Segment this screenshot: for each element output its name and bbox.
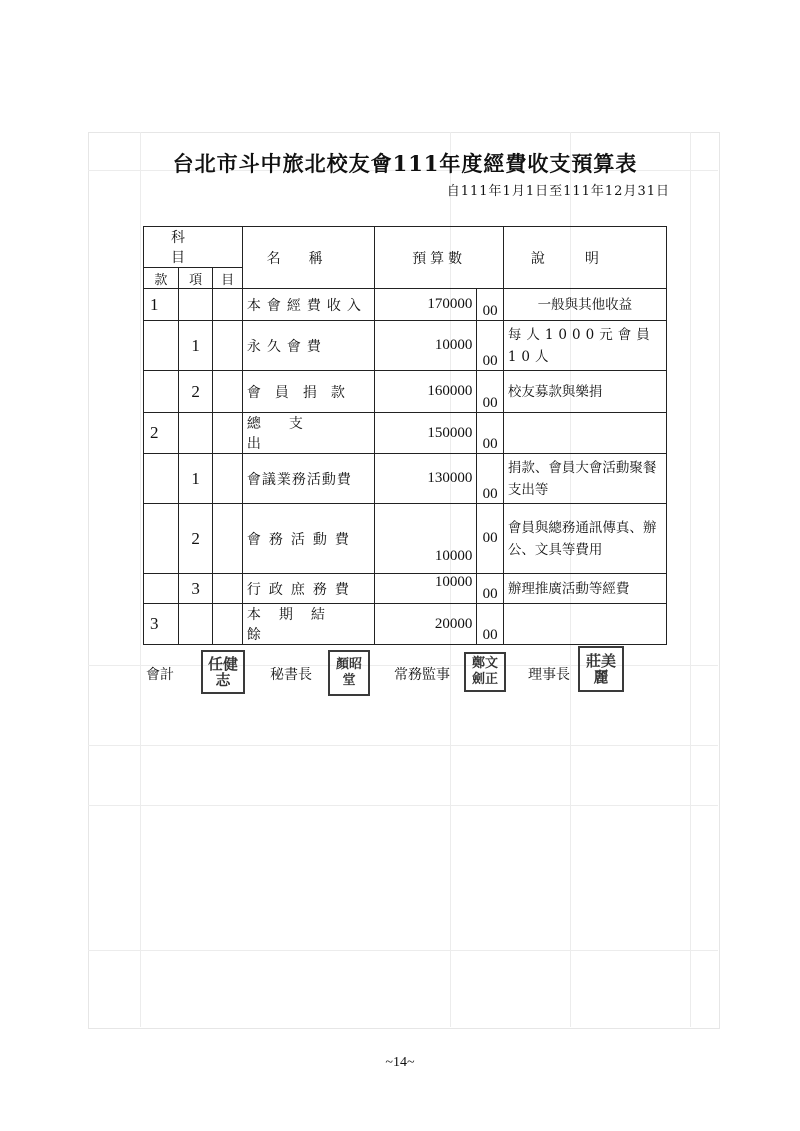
header-mu: 目: [213, 268, 242, 289]
cell-kuan: 2: [144, 413, 179, 454]
header-description: 說明: [503, 227, 666, 289]
table-row: [144, 371, 667, 413]
cell-name: 本期結餘: [242, 604, 375, 645]
cell-decimal: 00: [477, 289, 504, 321]
cell-mu: [213, 454, 242, 504]
signature-block: [146, 650, 666, 710]
cell-decimal: 00: [477, 454, 504, 504]
cell-decimal: 00: [477, 371, 504, 413]
header-subject: 科 目: [144, 227, 243, 268]
cell-xiang: 1: [178, 454, 213, 504]
bleed-through-line: [88, 950, 718, 951]
cell-decimal: 00: [477, 504, 504, 574]
secretary-seal: [328, 650, 370, 696]
cell-description: 會員與總務通訊傳真、辦公、文具等費用: [503, 504, 666, 574]
cell-kuan: 1: [144, 289, 179, 321]
cell-mu: [213, 413, 242, 454]
table-row: [144, 604, 667, 645]
cell-amount: 150000: [375, 413, 477, 454]
fiscal-period: 自111年1月1日至111年12月31日: [446, 184, 670, 199]
bleed-through-line: [140, 132, 141, 1027]
table-row: [144, 454, 667, 504]
header-name: 名稱: [242, 227, 375, 289]
cell-kuan: 3: [144, 604, 179, 645]
cell-kuan: [144, 574, 179, 604]
cell-kuan: [144, 454, 179, 504]
cell-name: 會員捐款: [242, 371, 375, 413]
cell-decimal: 00: [477, 413, 504, 454]
bleed-through-line: [690, 132, 691, 1027]
chairman-seal: [578, 646, 624, 692]
cell-amount: 10000: [375, 574, 477, 604]
cell-mu: [213, 604, 242, 645]
cell-decimal: 00: [477, 604, 504, 645]
cell-name: 會議業務活動費: [242, 454, 375, 504]
chairman-seal-text: 莊美麗: [585, 652, 616, 686]
cell-amount: 10000: [375, 504, 477, 574]
accountant-seal-text: 任健志: [207, 655, 238, 689]
page-number: ~14~: [385, 1055, 415, 1070]
cell-xiang: 2: [178, 371, 213, 413]
cell-xiang: 3: [178, 574, 213, 604]
table-row: [144, 504, 667, 574]
header-amount: 預算數: [375, 227, 503, 289]
table-row: [144, 289, 667, 321]
cell-name: 永久會費: [242, 321, 375, 371]
header-kuan: 款: [144, 268, 179, 289]
cell-name: 總支出: [242, 413, 375, 454]
cell-mu: [213, 504, 242, 574]
cell-xiang: [178, 289, 213, 321]
cell-description: [503, 604, 666, 645]
table-row: [144, 321, 667, 371]
header-xiang: 項: [178, 268, 213, 289]
cell-description: [503, 413, 666, 454]
cell-mu: [213, 574, 242, 604]
cell-xiang: 1: [178, 321, 213, 371]
bleed-through-line: [88, 745, 718, 746]
cell-name: 會務活動費: [242, 504, 375, 574]
cell-mu: [213, 289, 242, 321]
cell-amount: 160000: [375, 371, 477, 413]
cell-kuan: [144, 504, 179, 574]
budget-table: [143, 226, 667, 645]
cell-decimal: 00: [477, 321, 504, 371]
cell-description: 辦理推廣活動等經費: [503, 574, 666, 604]
cell-amount: 130000: [375, 454, 477, 504]
cell-xiang: 2: [178, 504, 213, 574]
secretary-label: 秘書長: [270, 667, 312, 683]
supervisor-seal: [464, 652, 506, 692]
page-title: 台北市斗中旅北校友會111年度經費收支預算表: [172, 151, 638, 176]
cell-name: 行政庶務費: [242, 574, 375, 604]
chairman-label: 理事長: [528, 667, 570, 683]
cell-amount: 170000: [375, 289, 477, 321]
secretary-seal-text: 顏昭堂: [335, 657, 362, 688]
accountant-label: 會計: [146, 667, 174, 683]
cell-mu: [213, 371, 242, 413]
cell-xiang: [178, 604, 213, 645]
cell-kuan: [144, 321, 179, 371]
accountant-seal: [201, 650, 245, 694]
table-row: [144, 413, 667, 454]
cell-mu: [213, 321, 242, 371]
cell-description: 捐款、會員大會活動聚餐支出等: [503, 454, 666, 504]
cell-amount: 10000: [375, 321, 477, 371]
cell-kuan: [144, 371, 179, 413]
cell-description: 一般與其他收益: [503, 289, 666, 321]
bleed-through-line: [88, 805, 718, 806]
cell-description: 校友募款與樂捐: [503, 371, 666, 413]
cell-description: 每人1000元會員10人: [503, 321, 666, 371]
supervisor-seal-text: 鄭文劍正: [471, 656, 498, 687]
cell-xiang: [178, 413, 213, 454]
cell-name: 本會經費收入: [242, 289, 375, 321]
cell-amount: 20000: [375, 604, 477, 645]
cell-decimal: 00: [477, 574, 504, 604]
table-row: [144, 574, 667, 604]
supervisor-label: 常務監事: [394, 667, 450, 683]
